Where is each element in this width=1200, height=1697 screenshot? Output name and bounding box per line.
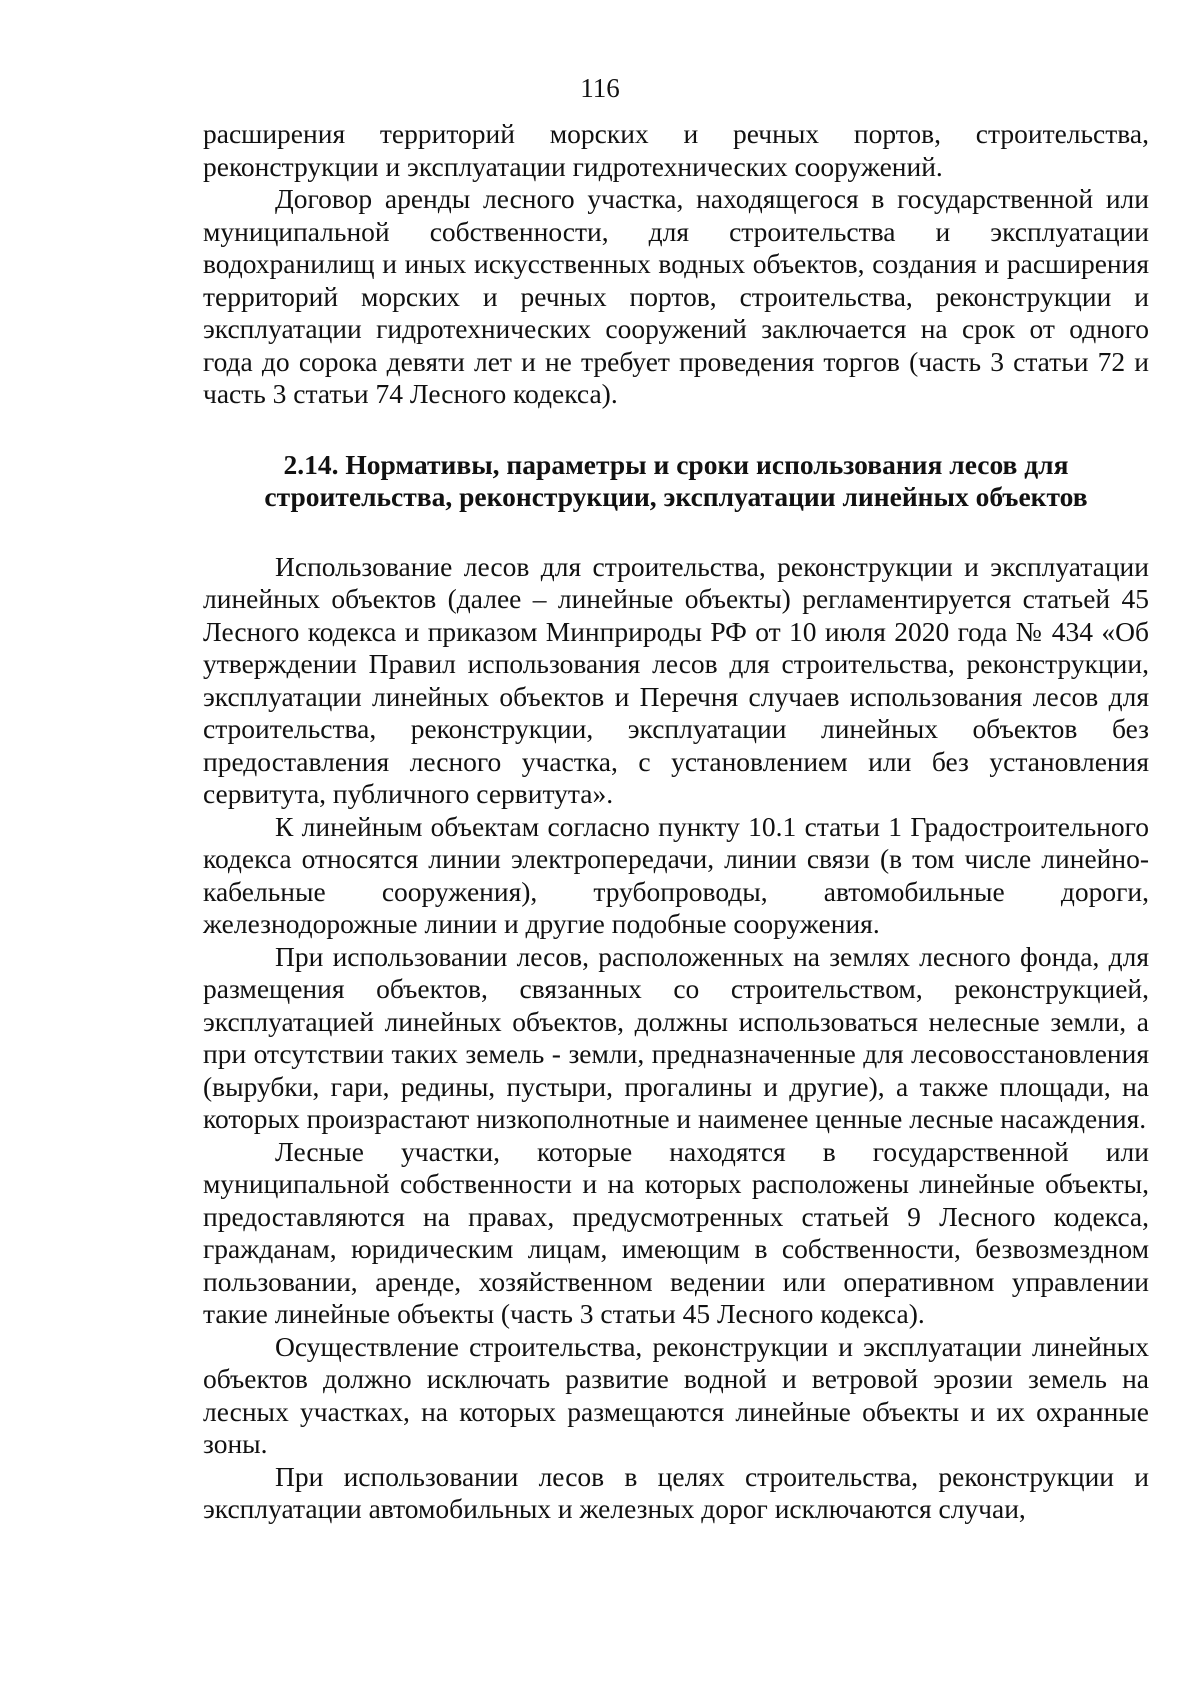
section-heading-line-2: строительства, реконструкции, эксплуатации линейных объектов (264, 481, 1088, 512)
body-paragraph: К линейным объектам согласно пункту 10.1 статьи 1 Градостроительного кодекса относятся линии электропередачи, линии связи (в том числе линейно-кабельные сооружения), трубопроводы, автомобильные дороги, железнодорожные линии и другие подобные сооружения. (203, 810, 1149, 939)
body-paragraph: Использование лесов для строительства, реконструкции и эксплуатации линейных объектов (далее – линейные объекты) регламентируется статьей 45 Лесного кодекса и приказом Минприроды РФ от 10 июля 2020 года № 434 «Об утверждении Правил использования лесов для строительства, реконструкции, эксплуатации линейных объектов и Перечня случаев использования лесов для строительства, реконструкции, эксплуатации линейных объектов без предоставления лесного участка, с установлением или без установления сервитута, публичного сервитута». (203, 550, 1149, 809)
section-heading (203, 449, 1149, 514)
page-content (203, 118, 1149, 1526)
body-paragraph: Осуществление строительства, реконструкции и эксплуатации линейных объектов должно исключать развитие водной и ветровой эрозии земель на лесных участках, на которых размещаются линейные объекты и их охранные зоны. (203, 1330, 1149, 1459)
body-paragraph: Лесные участки, которые находятся в государственной или муниципальной собственности и на которых расположены линейные объекты, предоставляются на правах, предусмотренных статьей 9 Лесного кодекса, гражданам, юридическим лицам, имеющим в собственности, безвозмездном пользовании, аренде, хозяйственном ведении или оперативном управлении такие линейные объекты (часть 3 статьи 45 Лесного кодекса). (203, 1135, 1149, 1329)
body-paragraph: Договор аренды лесного участка, находящегося в государственной или муниципальной собственности, для строительства и эксплуатации водохранилищ и иных искусственных водных объектов, создания и расширения территорий морских и речных портов, строительства, реконструкции и эксплуатации гидротехнических сооружений заключается на срок от одного года до сорока девяти лет и не требует проведения торгов (часть 3 статьи 72 и часть 3 статьи 74 Лесного кодекса). (203, 183, 1149, 409)
body-paragraph: расширения территорий морских и речных портов, строительства, реконструкции и эксплуатации гидротехнических сооружений. (203, 118, 1149, 182)
section-heading-line-1: 2.14. Нормативы, параметры и сроки использования лесов для (283, 448, 1069, 480)
page-number: 116 (580, 73, 620, 103)
paragraphs-before-heading (203, 118, 1149, 411)
paragraphs-after-heading (203, 551, 1149, 1526)
body-paragraph: При использовании лесов в целях строительства, реконструкции и эксплуатации автомобильных и железных дорог исключаются случаи, (203, 1460, 1149, 1524)
body-paragraph: При использовании лесов, расположенных на землях лесного фонда, для размещения объектов, связанных со строительством, реконструкцией, эксплуатацией линейных объектов, должны использоваться нелесные земли, а при отсутствии таких земель - земли, предназначенные для лесовосстановления (вырубки, гари, редины, пустыри, прогалины и другие), а также площади, на которых произрастают низкополнотные и наименее ценные лесные насаждения. (203, 940, 1149, 1134)
